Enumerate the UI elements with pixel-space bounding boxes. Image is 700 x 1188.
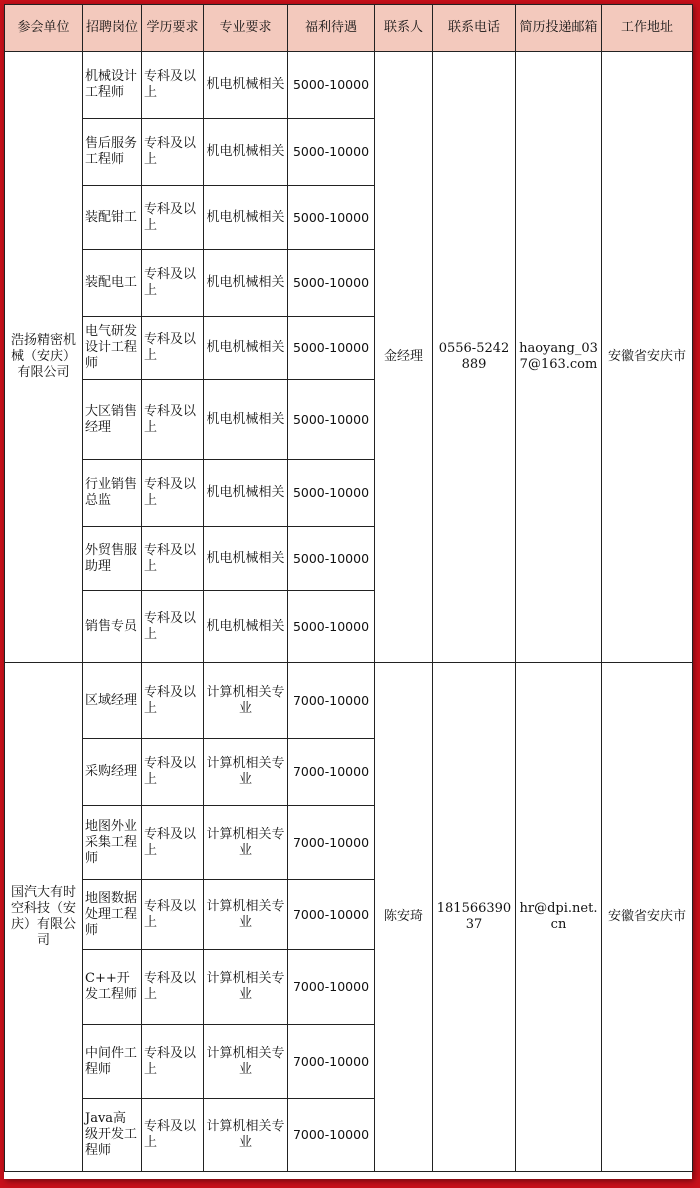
- work-address: 安徽省安庆市: [602, 52, 693, 663]
- job-salary: 7000-10000: [288, 806, 375, 880]
- job-education: 专科及以上: [142, 250, 204, 317]
- job-salary: 5000-10000: [288, 460, 375, 527]
- job-title: 地图外业采集工程师: [83, 806, 142, 880]
- job-education: 专科及以上: [142, 460, 204, 527]
- header-education: 学历要求: [142, 5, 204, 52]
- job-education: 专科及以上: [142, 739, 204, 806]
- job-salary: 7000-10000: [288, 1025, 375, 1099]
- job-salary: 5000-10000: [288, 119, 375, 186]
- job-education: 专科及以上: [142, 52, 204, 119]
- job-title: 售后服务工程师: [83, 119, 142, 186]
- job-salary: 5000-10000: [288, 186, 375, 250]
- job-title: 装配钳工: [83, 186, 142, 250]
- job-major: 计算机相关专业: [204, 880, 288, 950]
- job-salary: 7000-10000: [288, 663, 375, 739]
- contact-phone: 18156639037: [433, 663, 516, 1172]
- job-major: 机电机械相关: [204, 591, 288, 663]
- job-salary: 7000-10000: [288, 880, 375, 950]
- job-education: 专科及以上: [142, 806, 204, 880]
- job-title: 外贸售服助理: [83, 527, 142, 591]
- job-major: 机电机械相关: [204, 317, 288, 380]
- job-salary: 5000-10000: [288, 591, 375, 663]
- header-company: 参会单位: [5, 5, 83, 52]
- job-education: 专科及以上: [142, 527, 204, 591]
- job-salary: 5000-10000: [288, 527, 375, 591]
- job-education: 专科及以上: [142, 663, 204, 739]
- job-title: 装配电工: [83, 250, 142, 317]
- job-education: 专科及以上: [142, 1025, 204, 1099]
- job-listing-table: [4, 4, 693, 1172]
- job-major: 计算机相关专业: [204, 663, 288, 739]
- job-major: 计算机相关专业: [204, 1099, 288, 1172]
- job-title: 大区销售经理: [83, 380, 142, 460]
- job-salary: 5000-10000: [288, 380, 375, 460]
- job-title: 地图数据处理工程师: [83, 880, 142, 950]
- header-email: 简历投递邮箱: [516, 5, 602, 52]
- job-major: 机电机械相关: [204, 380, 288, 460]
- job-listing-frame: [4, 4, 692, 1179]
- job-education: 专科及以上: [142, 950, 204, 1025]
- contact-phone: 0556-5242889: [433, 52, 516, 663]
- contact-person: 金经理: [375, 52, 433, 663]
- job-major: 计算机相关专业: [204, 806, 288, 880]
- header-address: 工作地址: [602, 5, 693, 52]
- job-title: 销售专员: [83, 591, 142, 663]
- table-row: [5, 52, 693, 119]
- job-title: 采购经理: [83, 739, 142, 806]
- job-salary: 5000-10000: [288, 52, 375, 119]
- job-salary: 7000-10000: [288, 1099, 375, 1172]
- table-header-row: [5, 5, 693, 52]
- job-education: 专科及以上: [142, 380, 204, 460]
- header-major: 专业要求: [204, 5, 288, 52]
- header-contact: 联系人: [375, 5, 433, 52]
- job-title: 机械设计工程师: [83, 52, 142, 119]
- header-position: 招聘岗位: [83, 5, 142, 52]
- job-title: Java高级开发工程师: [83, 1099, 142, 1172]
- job-major: 机电机械相关: [204, 250, 288, 317]
- job-major: 机电机械相关: [204, 52, 288, 119]
- job-major: 机电机械相关: [204, 527, 288, 591]
- job-title: 区域经理: [83, 663, 142, 739]
- resume-email[interactable]: haoyang_037@163.com: [516, 52, 602, 663]
- job-education: 专科及以上: [142, 119, 204, 186]
- job-title: 电气研发设计工程师: [83, 317, 142, 380]
- bottom-border-strip: [0, 1180, 700, 1188]
- job-major: 计算机相关专业: [204, 739, 288, 806]
- job-major: 计算机相关专业: [204, 950, 288, 1025]
- company-name: 浩扬精密机械（安庆）有限公司: [5, 52, 83, 663]
- job-salary: 5000-10000: [288, 250, 375, 317]
- job-education: 专科及以上: [142, 186, 204, 250]
- header-phone: 联系电话: [433, 5, 516, 52]
- job-salary: 7000-10000: [288, 950, 375, 1025]
- table-row: [5, 663, 693, 739]
- work-address: 安徽省安庆市: [602, 663, 693, 1172]
- job-salary: 5000-10000: [288, 317, 375, 380]
- contact-person: 陈安琦: [375, 663, 433, 1172]
- job-title: 行业销售总监: [83, 460, 142, 527]
- job-major: 计算机相关专业: [204, 1025, 288, 1099]
- job-education: 专科及以上: [142, 1099, 204, 1172]
- job-salary: 7000-10000: [288, 739, 375, 806]
- job-title: 中间件工程师: [83, 1025, 142, 1099]
- company-name: 国汽大有时空科技（安庆）有限公司: [5, 663, 83, 1172]
- job-education: 专科及以上: [142, 317, 204, 380]
- resume-email[interactable]: hr@dpi.net.cn: [516, 663, 602, 1172]
- header-salary: 福利待遇: [288, 5, 375, 52]
- job-major: 机电机械相关: [204, 119, 288, 186]
- job-title: C++开发工程师: [83, 950, 142, 1025]
- job-major: 机电机械相关: [204, 186, 288, 250]
- job-education: 专科及以上: [142, 591, 204, 663]
- job-major: 机电机械相关: [204, 460, 288, 527]
- job-education: 专科及以上: [142, 880, 204, 950]
